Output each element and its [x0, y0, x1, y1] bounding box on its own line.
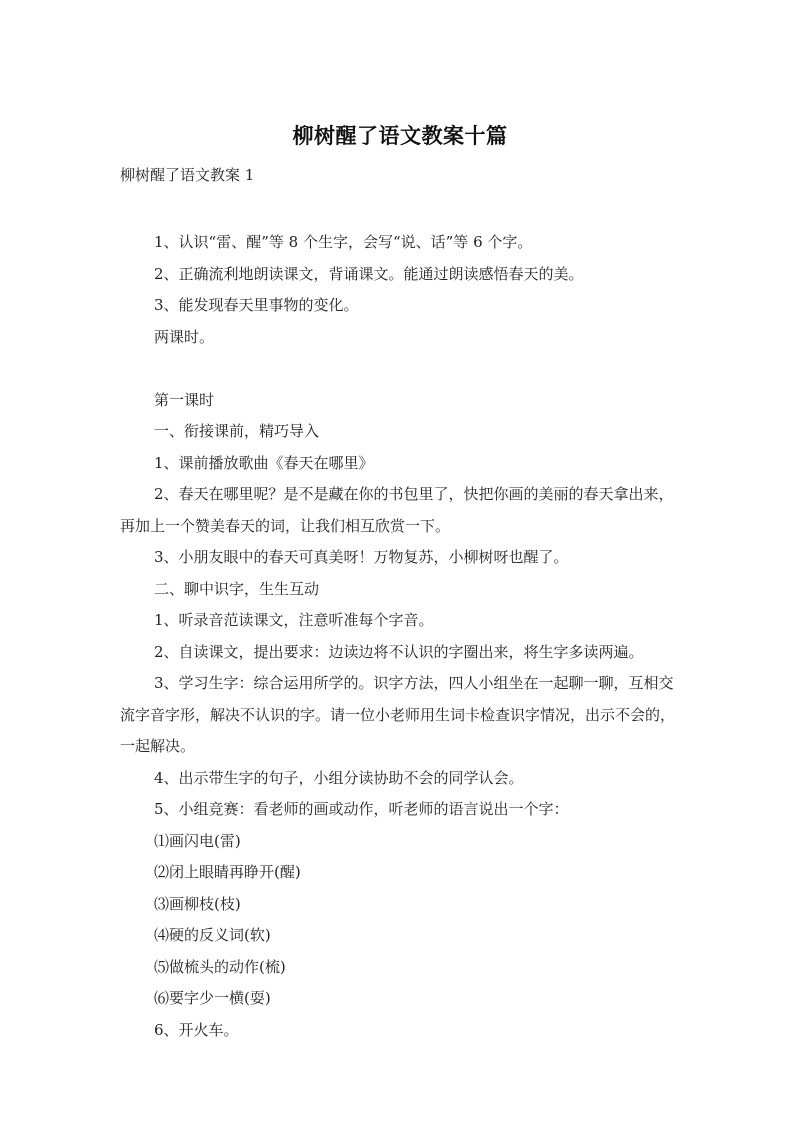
paragraph: 4、出示带生字的句子，小组分读协助不会的同学认会。 [154, 768, 524, 787]
paragraph: 两课时。 [154, 327, 215, 346]
paragraph: 1、课前播放歌曲《春天在哪里》 [154, 453, 374, 472]
document-body [120, 227, 684, 1046]
paragraph: 6、开火车。 [154, 1020, 239, 1039]
paragraph: 3、小朋友眼中的春天可真美呀！万物复苏，小柳树呀也醒了。 [154, 548, 569, 566]
blank-line [120, 353, 684, 385]
list-item: ⑷硬的反义词(软) [154, 926, 271, 944]
paragraph: 二、聊中识字，生生互动 [154, 579, 320, 598]
list-item: ⑶画柳枝(枝) [154, 894, 241, 913]
paragraph: 1、听录音范读课文，注意听准每个字音。 [154, 611, 434, 629]
paragraph: 2、春天在哪里呢？是不是藏在你的书包里了，快把你画的美丽的春天拿出来，再加上一个赞美春天的词，让我们相互欣赏一下。 [120, 485, 674, 535]
paragraph: 3、能发现春天里事物的变化。 [154, 296, 359, 314]
paragraph: 1、认识“雷、醒”等 8 个生字，会写“说、话”等 6 个字。 [154, 233, 533, 251]
paragraph: 5、小组竞赛：看老师的画或动作，听老师的语言说出一个字： [154, 800, 569, 818]
document-title: 柳树醒了语文教案十篇 [292, 124, 508, 148]
section-subtitle: 柳树醒了语文教案 1 [120, 166, 255, 184]
paragraph: 一、衔接课前，精巧导入 [154, 422, 320, 440]
list-item: ⑵闭上眼睛再睁开(醒) [154, 863, 301, 881]
paragraph: 3、学习生字：综合运用所学的。识字方法，四人小组坐在一起聊一聊，互相交流字音字形，解决不认识的字。请一位小老师用生词卡检查识字情况，出示不会的，一起解决。 [120, 674, 676, 755]
paragraph: 第一课时 [154, 390, 215, 409]
list-item: ⑴画闪电(雷) [154, 831, 241, 850]
list-item: ⑹要字少一横(耍) [154, 989, 271, 1007]
list-item: ⑸做梳头的动作(梳) [154, 957, 286, 976]
paragraph: 2、正确流利地朗读课文，背诵课文。能通过朗读感悟春天的美。 [154, 264, 584, 283]
paragraph: 2、自读课文，提出要求：边读边将不认识的字圈出来，将生字多读两遍。 [154, 642, 644, 661]
